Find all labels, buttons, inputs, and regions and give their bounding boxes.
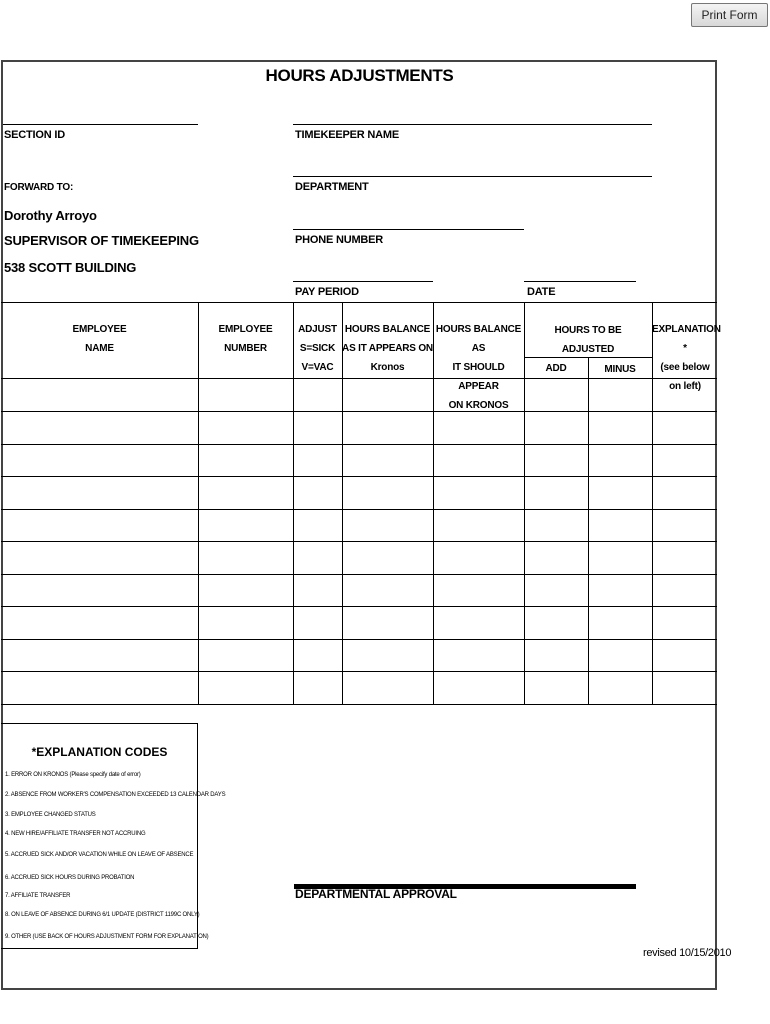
explanation-codes-title: *EXPLANATION CODES	[31, 745, 168, 759]
forward-building: 538 SCOTT BUILDING	[4, 260, 137, 275]
date-label: DATE	[527, 286, 556, 298]
explanation-code-item: 2. ABSENCE FROM WORKER'S COMPENSATION EXCEEDED 13 CALENDAR DAYS	[5, 792, 226, 798]
forward-name: Dorothy Arroyo	[4, 208, 97, 223]
department-label: DEPARTMENT	[295, 181, 369, 193]
section-id-label: SECTION ID	[4, 129, 65, 141]
timekeeper-name-label: TIMEKEEPER NAME	[295, 129, 399, 141]
forward-position: SUPERVISOR OF TIMEKEEPING	[4, 233, 199, 248]
header-balance-appears: HOURS BALANCE AS IT APPEARS ON Kronos	[342, 324, 433, 373]
header-minus: MINUS	[604, 364, 636, 375]
revised-date: revised 10/15/2010	[643, 947, 732, 959]
phone-number-label: PHONE NUMBER	[295, 234, 384, 246]
forward-to-label: FORWARD TO:	[4, 182, 74, 193]
pay-period-label: PAY PERIOD	[295, 286, 359, 298]
print-form-button[interactable]: Print Form	[691, 3, 768, 27]
department-line[interactable]	[293, 176, 652, 177]
header-to-be-adjusted: HOURS TO BE ADJUSTED	[554, 325, 622, 355]
pay-period-line[interactable]	[293, 281, 433, 282]
explanation-code-item: 7. AFFILIATE TRANSFER	[5, 893, 71, 899]
date-line[interactable]	[524, 281, 636, 282]
explanation-code-item: 8. ON LEAVE OF ABSENCE DURING 6/1 UPDATE (DISTRICT 1199C ONLY)	[5, 912, 200, 918]
explanation-code-item: 9. OTHER (USE BACK OF HOURS ADJUSTMENT FORM FOR EXPLANATION)	[5, 934, 209, 940]
explanation-code-item: 3. EMPLOYEE CHANGED STATUS	[5, 812, 96, 818]
explanation-code-item: 6. ACCRUED SICK HOURS DURING PROBATION	[5, 875, 135, 881]
header-explanation: EXPLANATION * (see below on left)	[652, 324, 721, 392]
header-add: ADD	[545, 363, 567, 374]
phone-number-line[interactable]	[293, 229, 524, 230]
header-balance-should: HOURS BALANCE AS IT SHOULD APPEAR ON KRONOS	[435, 324, 522, 411]
departmental-approval-label: DEPARTMENTAL APPROVAL	[295, 887, 457, 901]
timekeeper-name-line[interactable]	[293, 124, 652, 125]
explanation-code-item: 5. ACCRUED SICK AND/OR VACATION WHILE ON LEAVE OF ABSENCE	[5, 852, 194, 858]
section-id-line[interactable]	[3, 124, 198, 125]
form-title: HOURS ADJUSTMENTS	[265, 66, 454, 85]
explanation-code-item: 4. NEW HIRE/AFFILIATE TRANSFER NOT ACCRUING	[5, 831, 146, 837]
header-adjust: ADJUST S=SICK V=VAC	[298, 324, 337, 373]
explanation-code-item: 1. ERROR ON KRONOS (Please specify date of error)	[5, 772, 141, 778]
header-employee-name: EMPLOYEE NAME	[72, 324, 127, 354]
header-employee-number: EMPLOYEE NUMBER	[218, 324, 273, 354]
